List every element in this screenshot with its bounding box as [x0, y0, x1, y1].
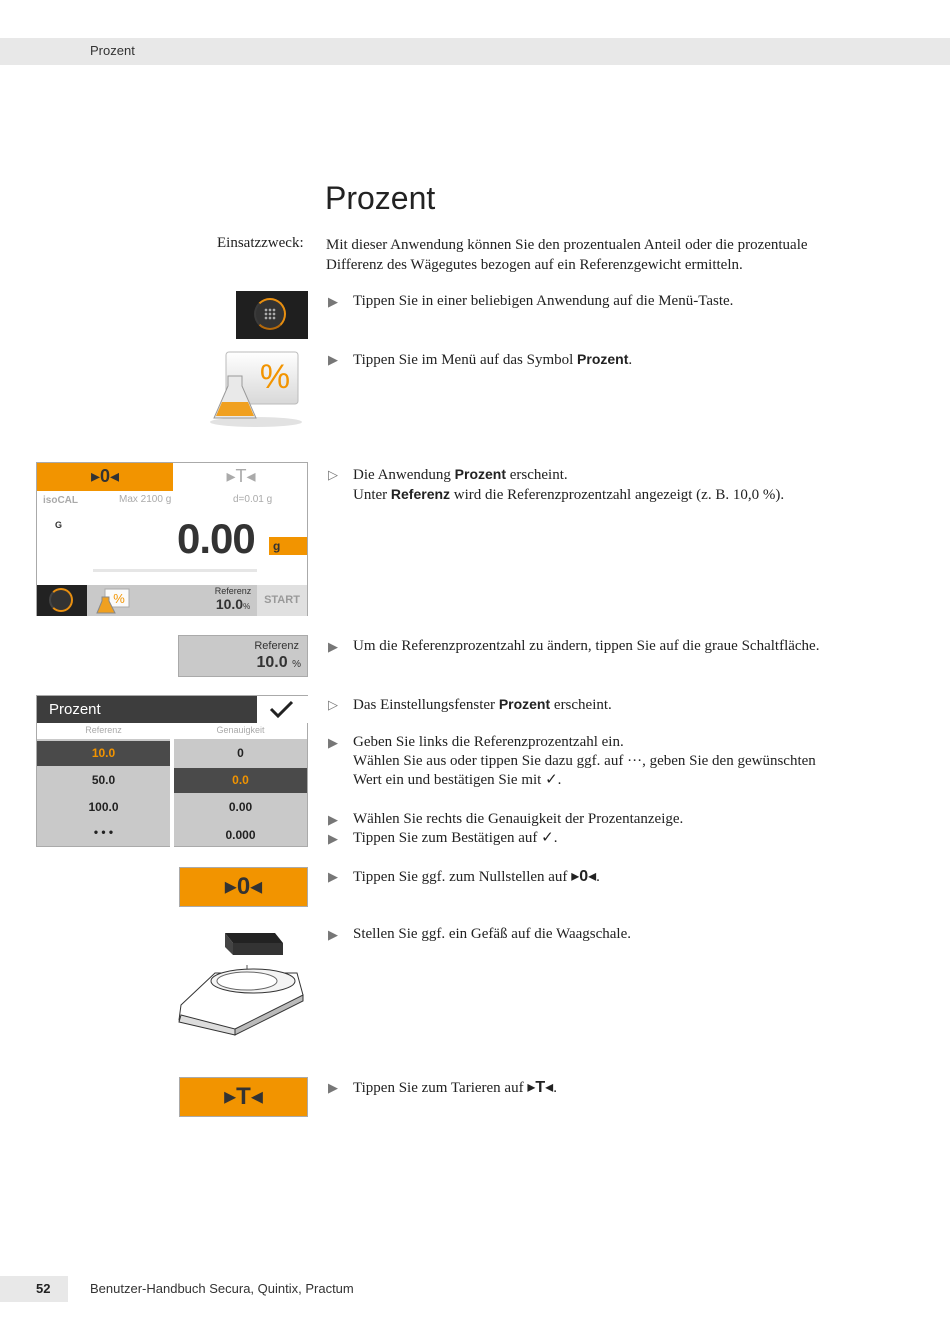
purpose-text: Mit dieser Anwendung können Sie den prozentualen Anteil oder die prozentuale Differenz des Wägegutes bezogen auf ein Referenzgewicht ermitteln.	[326, 237, 808, 273]
balance-scale-illustration	[175, 925, 310, 1040]
step-arrow-icon: ▶	[328, 927, 338, 942]
reference-button[interactable]: Referenz 10.0%	[214, 586, 252, 612]
menu-button[interactable]	[37, 585, 87, 616]
step-app-appears: ▷ Die Anwendung Prozent erscheint. Unter Referenz wird die Referenzprozentzahl angezeigt (z. B. 10,0 %).	[328, 466, 785, 503]
step-arrow-icon: ▶	[328, 735, 338, 750]
start-button[interactable]: START	[257, 585, 307, 616]
step-zero: ▶ Tippen Sie ggf. zum Nullstellen auf ▸0◂.	[328, 868, 600, 885]
ref-option[interactable]: 10.0	[37, 741, 170, 766]
step-settings-appears: ▷ Das Einstellungsfenster Prozent erscheint.	[328, 696, 612, 713]
step-hollow-arrow-icon: ▷	[328, 467, 338, 482]
ref-more-option[interactable]: • • •	[93, 825, 114, 839]
step-change-reference: ▶ Um die Referenzprozentzahl zu ändern, tippen Sie auf die graue Schaltfläche.	[328, 638, 820, 654]
footer-page-box	[0, 1276, 68, 1302]
col-genauigkeit-header: Genauigkeit	[216, 725, 265, 735]
step-menu: ▶ Tippen Sie in einer beliebigen Anwendung auf die Menü-Taste.	[328, 293, 734, 309]
progress-bar	[93, 569, 257, 572]
header-bar	[0, 38, 950, 65]
svg-text:%: %	[113, 591, 125, 606]
page-title: Prozent	[325, 180, 436, 216]
precision-option[interactable]: 0.00	[228, 800, 253, 814]
menu-key-image	[236, 291, 308, 339]
footer-text: Benutzer-Handbuch Secura, Quintix, Practum	[90, 1281, 354, 1296]
checkmark-icon	[257, 696, 308, 723]
step-arrow-icon: ▶	[328, 294, 338, 309]
isocal-label: isoCAL	[43, 495, 78, 506]
tare-key[interactable]: ▸T◂	[226, 466, 256, 486]
ref-option[interactable]: 100.0	[88, 800, 119, 814]
step-arrow-icon: ▶	[328, 639, 338, 654]
percent-mini-icon	[95, 587, 131, 615]
menu-icon	[49, 588, 73, 612]
balance-display: ▸0◂ ▸T◂ isoCAL Max 2100 g d=0.01 g G 0.00 g % Referenz 10.0% START	[36, 462, 308, 616]
step-arrow-icon: ▶	[328, 831, 338, 846]
reference-gray-button[interactable]: Referenz 10.0 %	[178, 635, 308, 677]
weight-value: 0.00	[177, 515, 255, 562]
confirm-button[interactable]	[257, 696, 308, 723]
step-percent: ▶ Tippen Sie im Menü auf das Symbol Prozent.	[328, 351, 633, 368]
precision-option[interactable]: 0.0	[174, 768, 307, 793]
purpose-label: Einsatzzweck:	[217, 235, 304, 251]
svg-text:%: %	[259, 358, 291, 396]
precision-option[interactable]: 0.000	[225, 828, 256, 842]
page-number: 52	[36, 1281, 51, 1296]
settings-window	[36, 695, 308, 847]
step-arrow-icon: ▶	[328, 352, 338, 367]
step-hollow-arrow-icon: ▷	[328, 697, 338, 712]
step-enter-reference: ▶ Geben Sie links die Referenzprozentzahl ein. Wählen Sie aus oder tippen Sie dazu ggf. auf ···, geben Sie den gewünschten Wert ein und bestätigen Sie mit ✓.	[328, 734, 816, 788]
tare-key-image[interactable]: ▸T◂	[179, 1077, 308, 1117]
menu-ring-icon	[254, 298, 286, 330]
precision-option[interactable]: 0	[237, 746, 244, 760]
zero-key-image[interactable]: ▸0◂	[179, 867, 308, 907]
col-referenz-header: Referenz	[85, 725, 122, 735]
settings-title: Prozent	[37, 696, 257, 723]
max-label: Max 2100 g	[119, 494, 172, 505]
g-label: G	[55, 520, 63, 530]
header-section: Prozent	[90, 43, 135, 58]
step-arrow-icon: ▶	[328, 869, 338, 884]
step-precision: ▶ Wählen Sie rechts die Genauigkeit der Prozentanzeige.	[328, 811, 684, 827]
ref-option[interactable]: 50.0	[91, 773, 116, 787]
step-arrow-icon: ▶	[328, 1080, 338, 1095]
step-container: ▶ Stellen Sie ggf. ein Gefäß auf die Waagschale.	[328, 926, 631, 942]
unit-badge: g	[269, 537, 307, 555]
step-tare: ▶ Tippen Sie zum Tarieren auf ▸T◂.	[328, 1079, 557, 1096]
percent-app-icon	[208, 346, 308, 428]
d-label: d=0.01 g	[233, 494, 273, 505]
step-confirm: ▶ Tippen Sie zum Bestätigen auf ✓.	[328, 830, 558, 846]
step-arrow-icon: ▶	[328, 812, 338, 827]
